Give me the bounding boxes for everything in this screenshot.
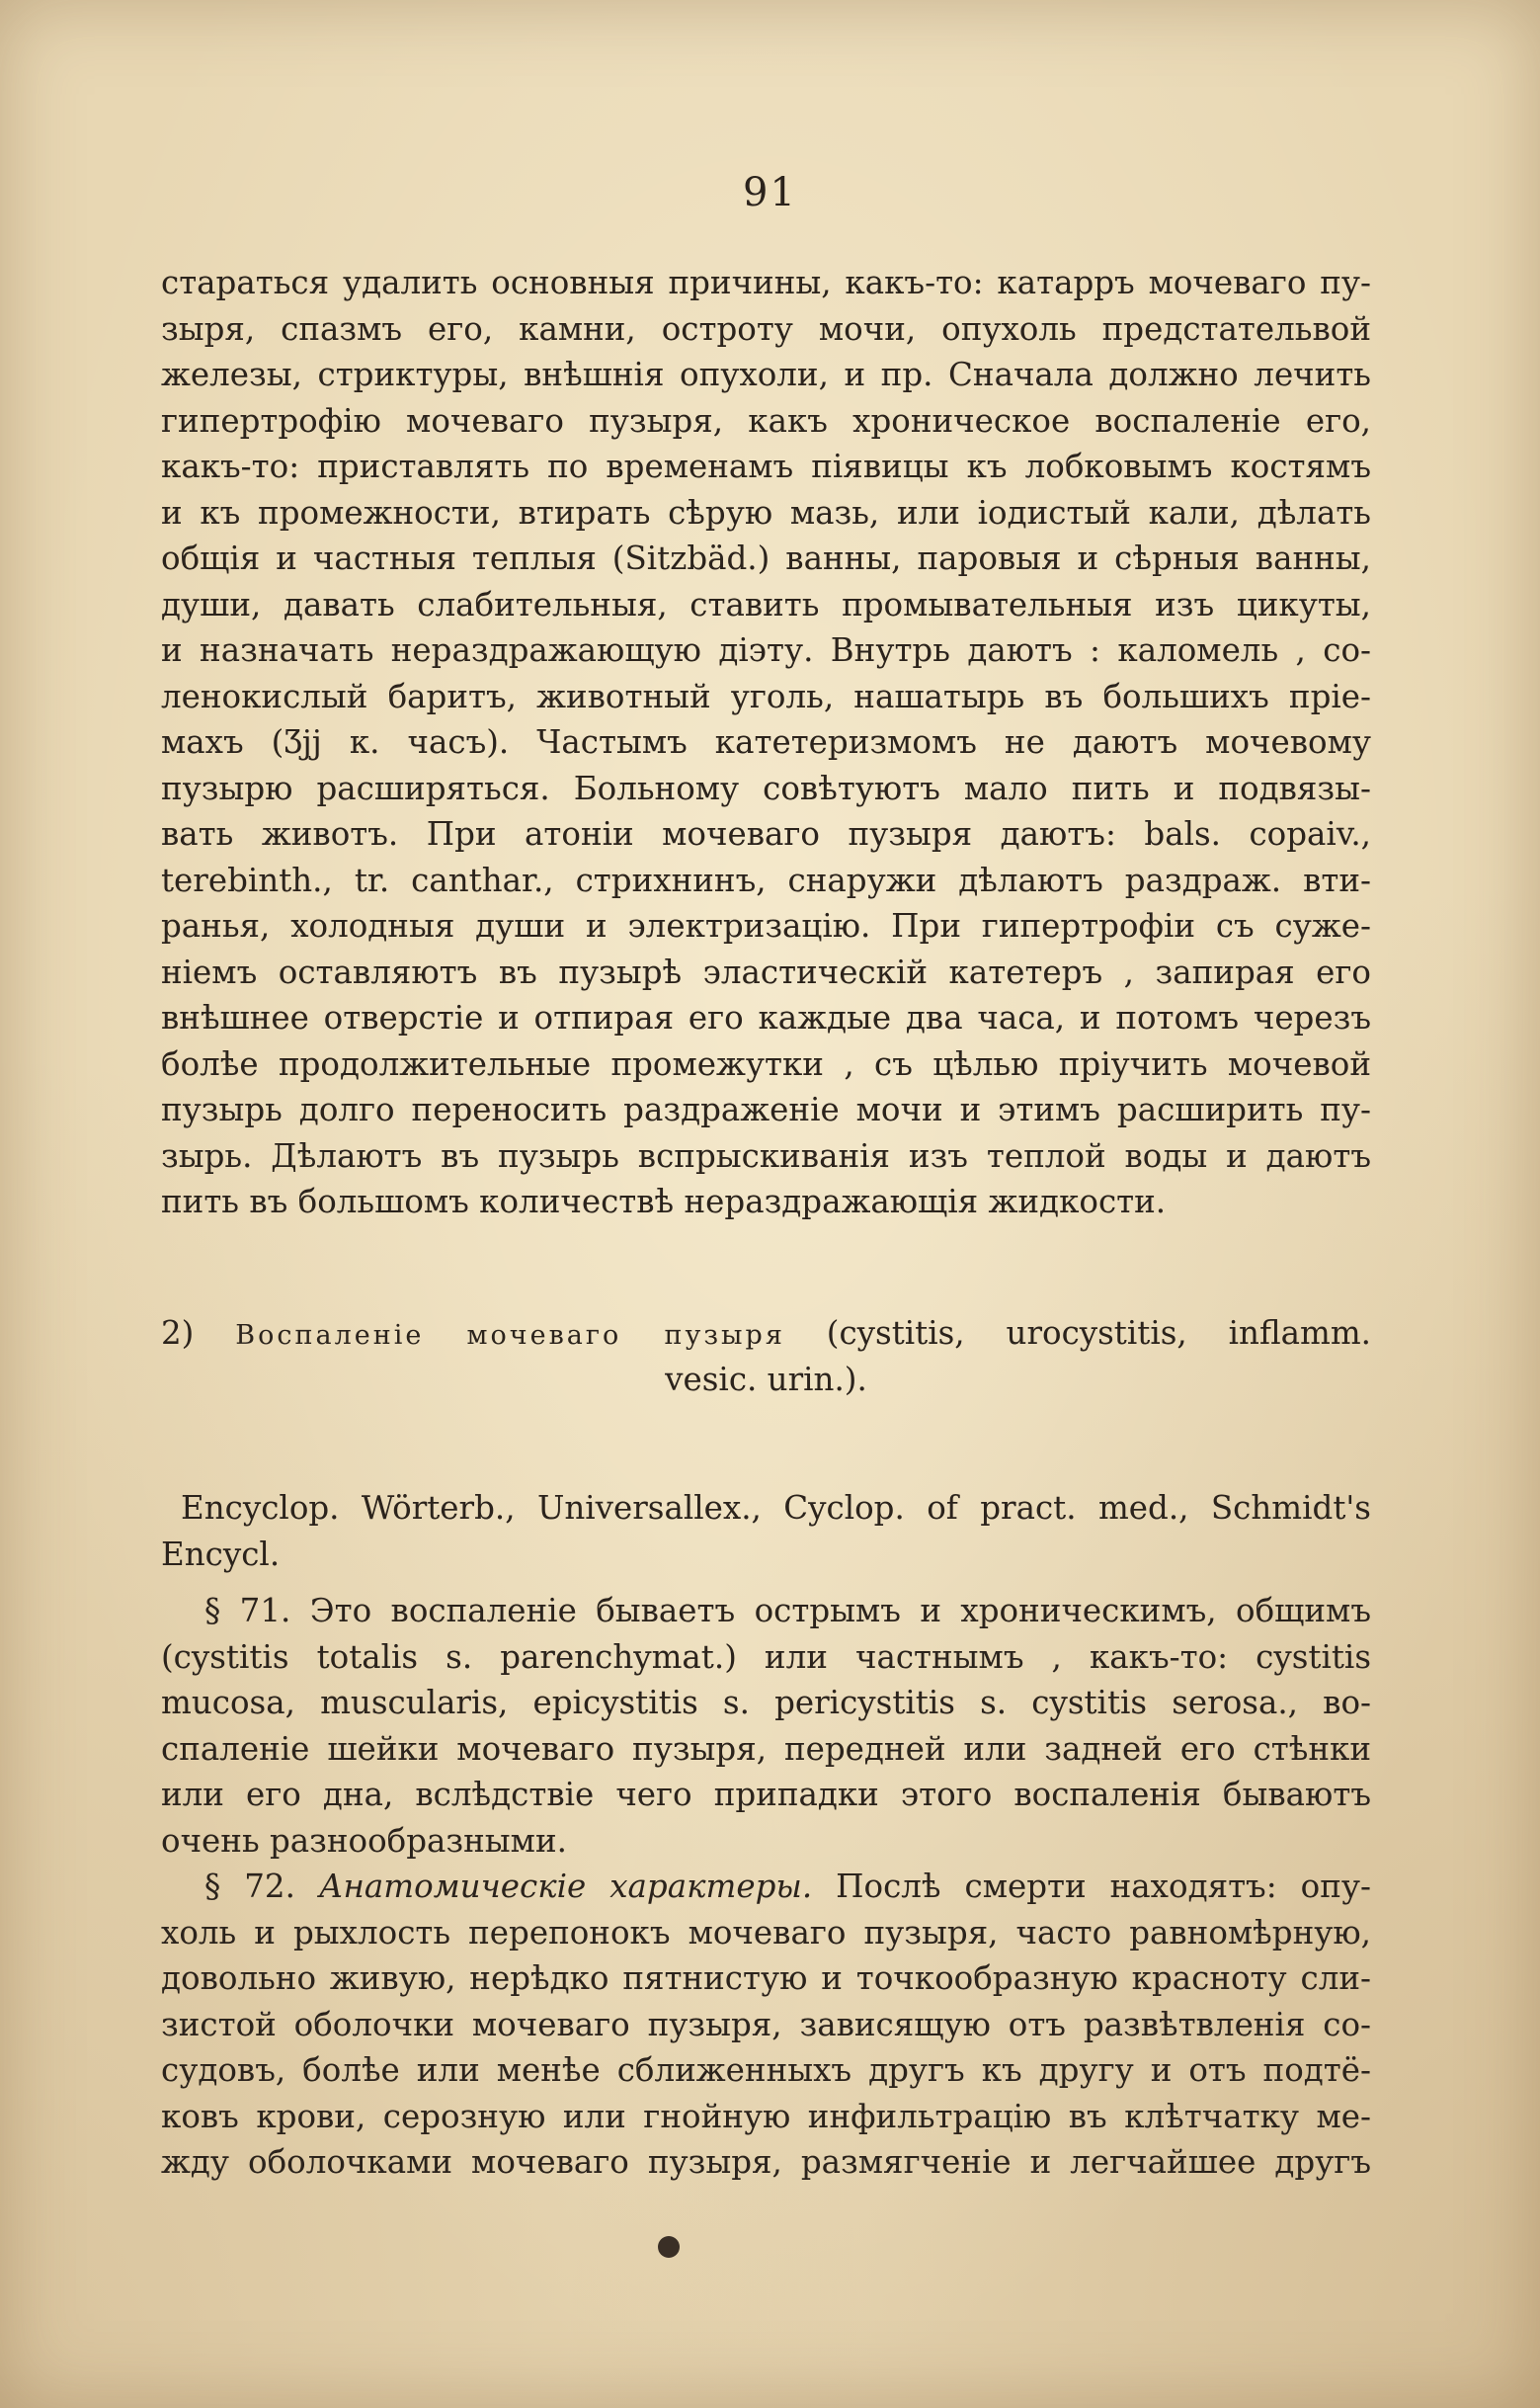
references [161,1485,1371,1577]
text-line: какъ-то: приставлять по временамъ піявицы къ лобковымъ костямъ [161,448,1371,485]
reference-line: Encycl. [161,1535,281,1573]
text-line: или его дна, вслѣдствіе чего припадки этого воспаленія бываютъ [161,1776,1371,1813]
section-72-first-line [161,1864,1371,1910]
text-line: пузырю расширяться. Больному совѣтуютъ мало пить и подвязы- [161,769,1371,807]
heading-number: 2) [161,1314,195,1352]
text-line: внѣшнее отверстіе и отпирая его каждые два часа, и потомъ черезъ [161,999,1371,1037]
text-line: ранья, холодныя души и электризацію. При гипертрофіи съ сужe- [161,907,1371,945]
treatment-paragraph [161,260,1371,1225]
heading-latin: (cystitis, urocystitis, inflamm. [826,1314,1371,1352]
text-line: судовъ, болѣе или менѣе сближенныхъ другъ къ другу и отъ подтё- [161,2051,1371,2089]
reference-line: Encyclop. Wörterb., Universallex., Cyclop. of pract. med., Schmidt's [181,1489,1371,1527]
text-line: железы, стриктуры, внѣшнія опухоли, и пр. Сначала должно лечить [161,356,1371,393]
section-71-paragraph [161,1588,1371,2186]
text-line: очень разнообразными. [161,1821,567,1860]
page-ornament [658,2236,680,2258]
text-line: ковъ крови, серозную или гнойную инфильтрацію въ клѣтчатку ме- [161,2097,1371,2135]
text-line: § 71. Это воспаленіе бываетъ острымъ и хроническимъ, общимъ [204,1592,1371,1629]
text-line: и къ промежности, втирать сѣрую мазь, или іодистый кали, дѣлать [161,493,1371,532]
text-line: ленокислый баритъ, животный уголь, нашатырь въ большихъ прie- [161,677,1371,715]
text-line: стараться удалить основныя причины, какъ-то: катарръ мочеваго пу- [161,264,1371,301]
text-line: зистой оболочки мочеваго пузыря, зависящую отъ развѣтвленія со- [161,2005,1371,2043]
text-line: довольно живую, нерѣдко пятнистую и точкообразную красноту сли- [161,1959,1371,1997]
text-line: пузырь долго переносить раздраженіе мочи и этимъ расширить пу- [161,1091,1371,1128]
text-line: гипертрофію мочеваго пузыря, какъ хроническое воспаленіе его, [161,401,1371,440]
text-line: вать животъ. При атоніи мочеваго пузыря даютъ: bals. copaiv., [161,815,1371,853]
text-line: mucosa, muscularis, epicystitis s. pericystitis s. cystitis serosa., во- [161,1684,1371,1721]
text-line: пить въ большомъ количествѣ нераздражающія жидкости. [161,1183,1167,1220]
section-72-text: Послѣ смерти находятъ: опу- [836,1868,1371,1905]
section-heading [161,1310,1371,1402]
text-line: спаленіе шейки мочеваго пузыря, передней или задней его стѣнки [161,1729,1371,1768]
section-72-number: § 72. [204,1868,295,1905]
heading-line [161,1310,1371,1357]
text-line: зыря, спазмъ его, камни, остроту мочи, опухоль предстательвой [161,309,1371,348]
text-line: общія и частныя теплыя (Sitzbäd.) ванны, паровыя и сѣрныя ванны, [161,540,1371,577]
text-line: болѣе продолжительные промежутки , съ цѣлью пріучить мочевой [161,1044,1371,1083]
text-line: terebinth., tr. canthar., стрихнинъ, снаружи дѣлаютъ раздраж. вти- [161,861,1371,899]
text-line: ніемъ оставляютъ въ пузырѣ эластическій катетеръ , запирая его [161,953,1371,991]
text-line: (cystitis totalis s. parenchymat.) или частнымъ , какъ-то: cystitis [161,1637,1371,1676]
text-line: души, давать слабительныя, ставить промывательныя изъ цикуты, [161,585,1371,623]
text-line: зырь. Дѣлаютъ въ пузырь вспрыскиванія изъ теплой воды и даютъ [161,1136,1371,1175]
heading-latin-continued: vesic. urin.). [665,1360,867,1398]
text-line: махъ (Ʒjj к. часъ). Частымъ катетеризмомъ не даютъ мочевому [161,723,1371,761]
heading-title: Воспаленіе мочеваго пузыря [235,1320,785,1351]
text-line: и назначать нераздражающую діэту. Внутрь даютъ : каломель , со- [161,631,1371,669]
page-number: 91 [743,170,797,215]
text-line: жду оболочками мочеваго пузыря, размягченіе и легчайшее другъ [161,2143,1371,2181]
text-line: холь и рыхлость перепонокъ мочеваго пузыря, часто равномѣрную, [161,1913,1371,1951]
section-72-title: Анатомическіе характеры. [318,1868,813,1905]
